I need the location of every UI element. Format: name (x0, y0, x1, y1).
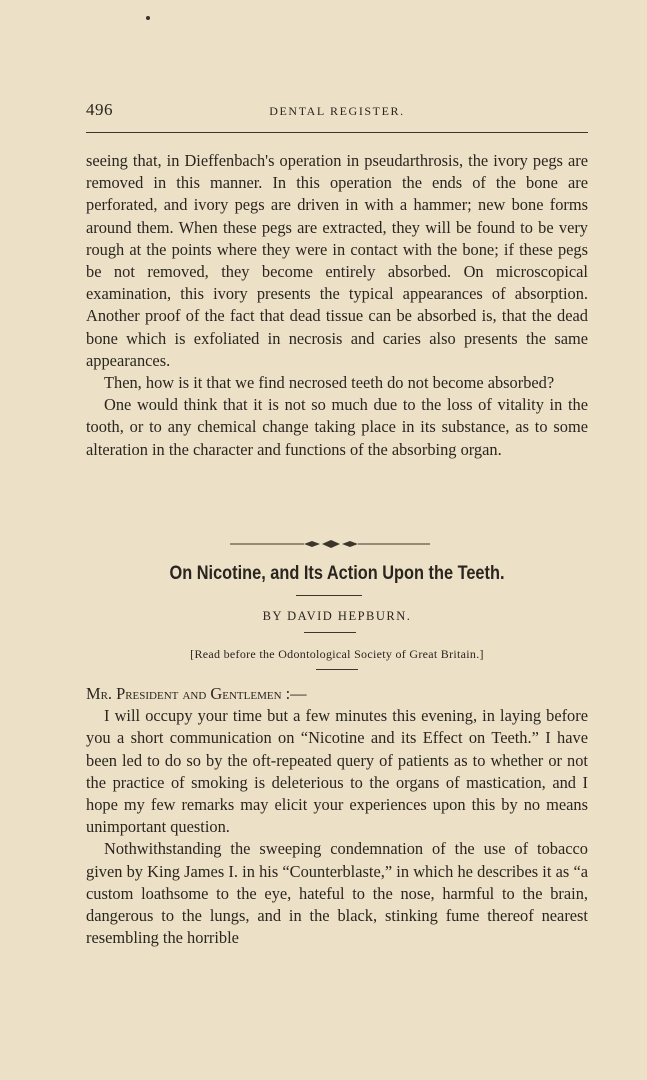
page-header (86, 100, 588, 122)
paragraph: Nothwithstanding the sweeping condemnation of the use of tobacco given by King James I. in his “Counterblaste,” in which he describes it as “a custom loathsome to the eye, hateful to the nose, harmful to the brain, dangerous to the lungs, and in the black, stinking fume thereof nearest resembling the horrible (86, 839, 588, 948)
byline-rule (304, 632, 356, 633)
paragraph: Then, how is it that we find necrosed teeth do not become absorbed? (104, 373, 555, 393)
running-head: DENTAL REGISTER. (269, 104, 405, 118)
paragraph: I will occupy your time but a few minutes this evening, in laying before you a short communication on “Nicotine and its Effect on Teeth.” I have been led to do so by the oft-repeated query of patients as to whether or not the practice of smoking is deleterious to the organs of mastication, and I hope my few remarks may elicit your experiences upon this by no means unimportant question. (86, 706, 588, 837)
paragraph: One would think that it is not so much due to the loss of vitality in the tooth, or to any chemical change taking place in its substance, as to some alteration in the character and functions of the absorbing organ. (86, 395, 588, 459)
section-ornament (230, 537, 430, 551)
continued-text (86, 150, 588, 461)
article-title: On Nicotine, and Its Action Upon the Teeth. (169, 563, 505, 584)
salutation: Mr. President and Gentlemen :— (86, 684, 307, 703)
note-rule (316, 669, 358, 670)
byline: BY DAVID HEPBURN. (262, 609, 412, 623)
header-rule (86, 132, 588, 133)
page-number: 496 (86, 100, 113, 119)
article-body (86, 683, 588, 949)
read-before-note: [Read before the Odontological Society of Great Britain.] (190, 647, 484, 661)
ink-speck (146, 16, 150, 20)
paragraph: seeing that, in Dieffenbach's operation in pseudarthrosis, the ivory pegs are removed in this manner. In this operation the ends of the bone are perforated, and ivory pegs are driven in with a hammer; new bone forms around them. When these pegs are extracted, they will be found to be very rough at the points where they were in contact with the bone; if these pegs be not removed, they become entirely absorbed. On microscopical examination, this ivory presents the typical appearances of absorption. Another proof of the fact that dead tissue can be absorbed is, that the dead bone which is exfoliated in necrosis and caries also presents the same appearances. (86, 151, 588, 370)
title-rule (296, 595, 362, 596)
